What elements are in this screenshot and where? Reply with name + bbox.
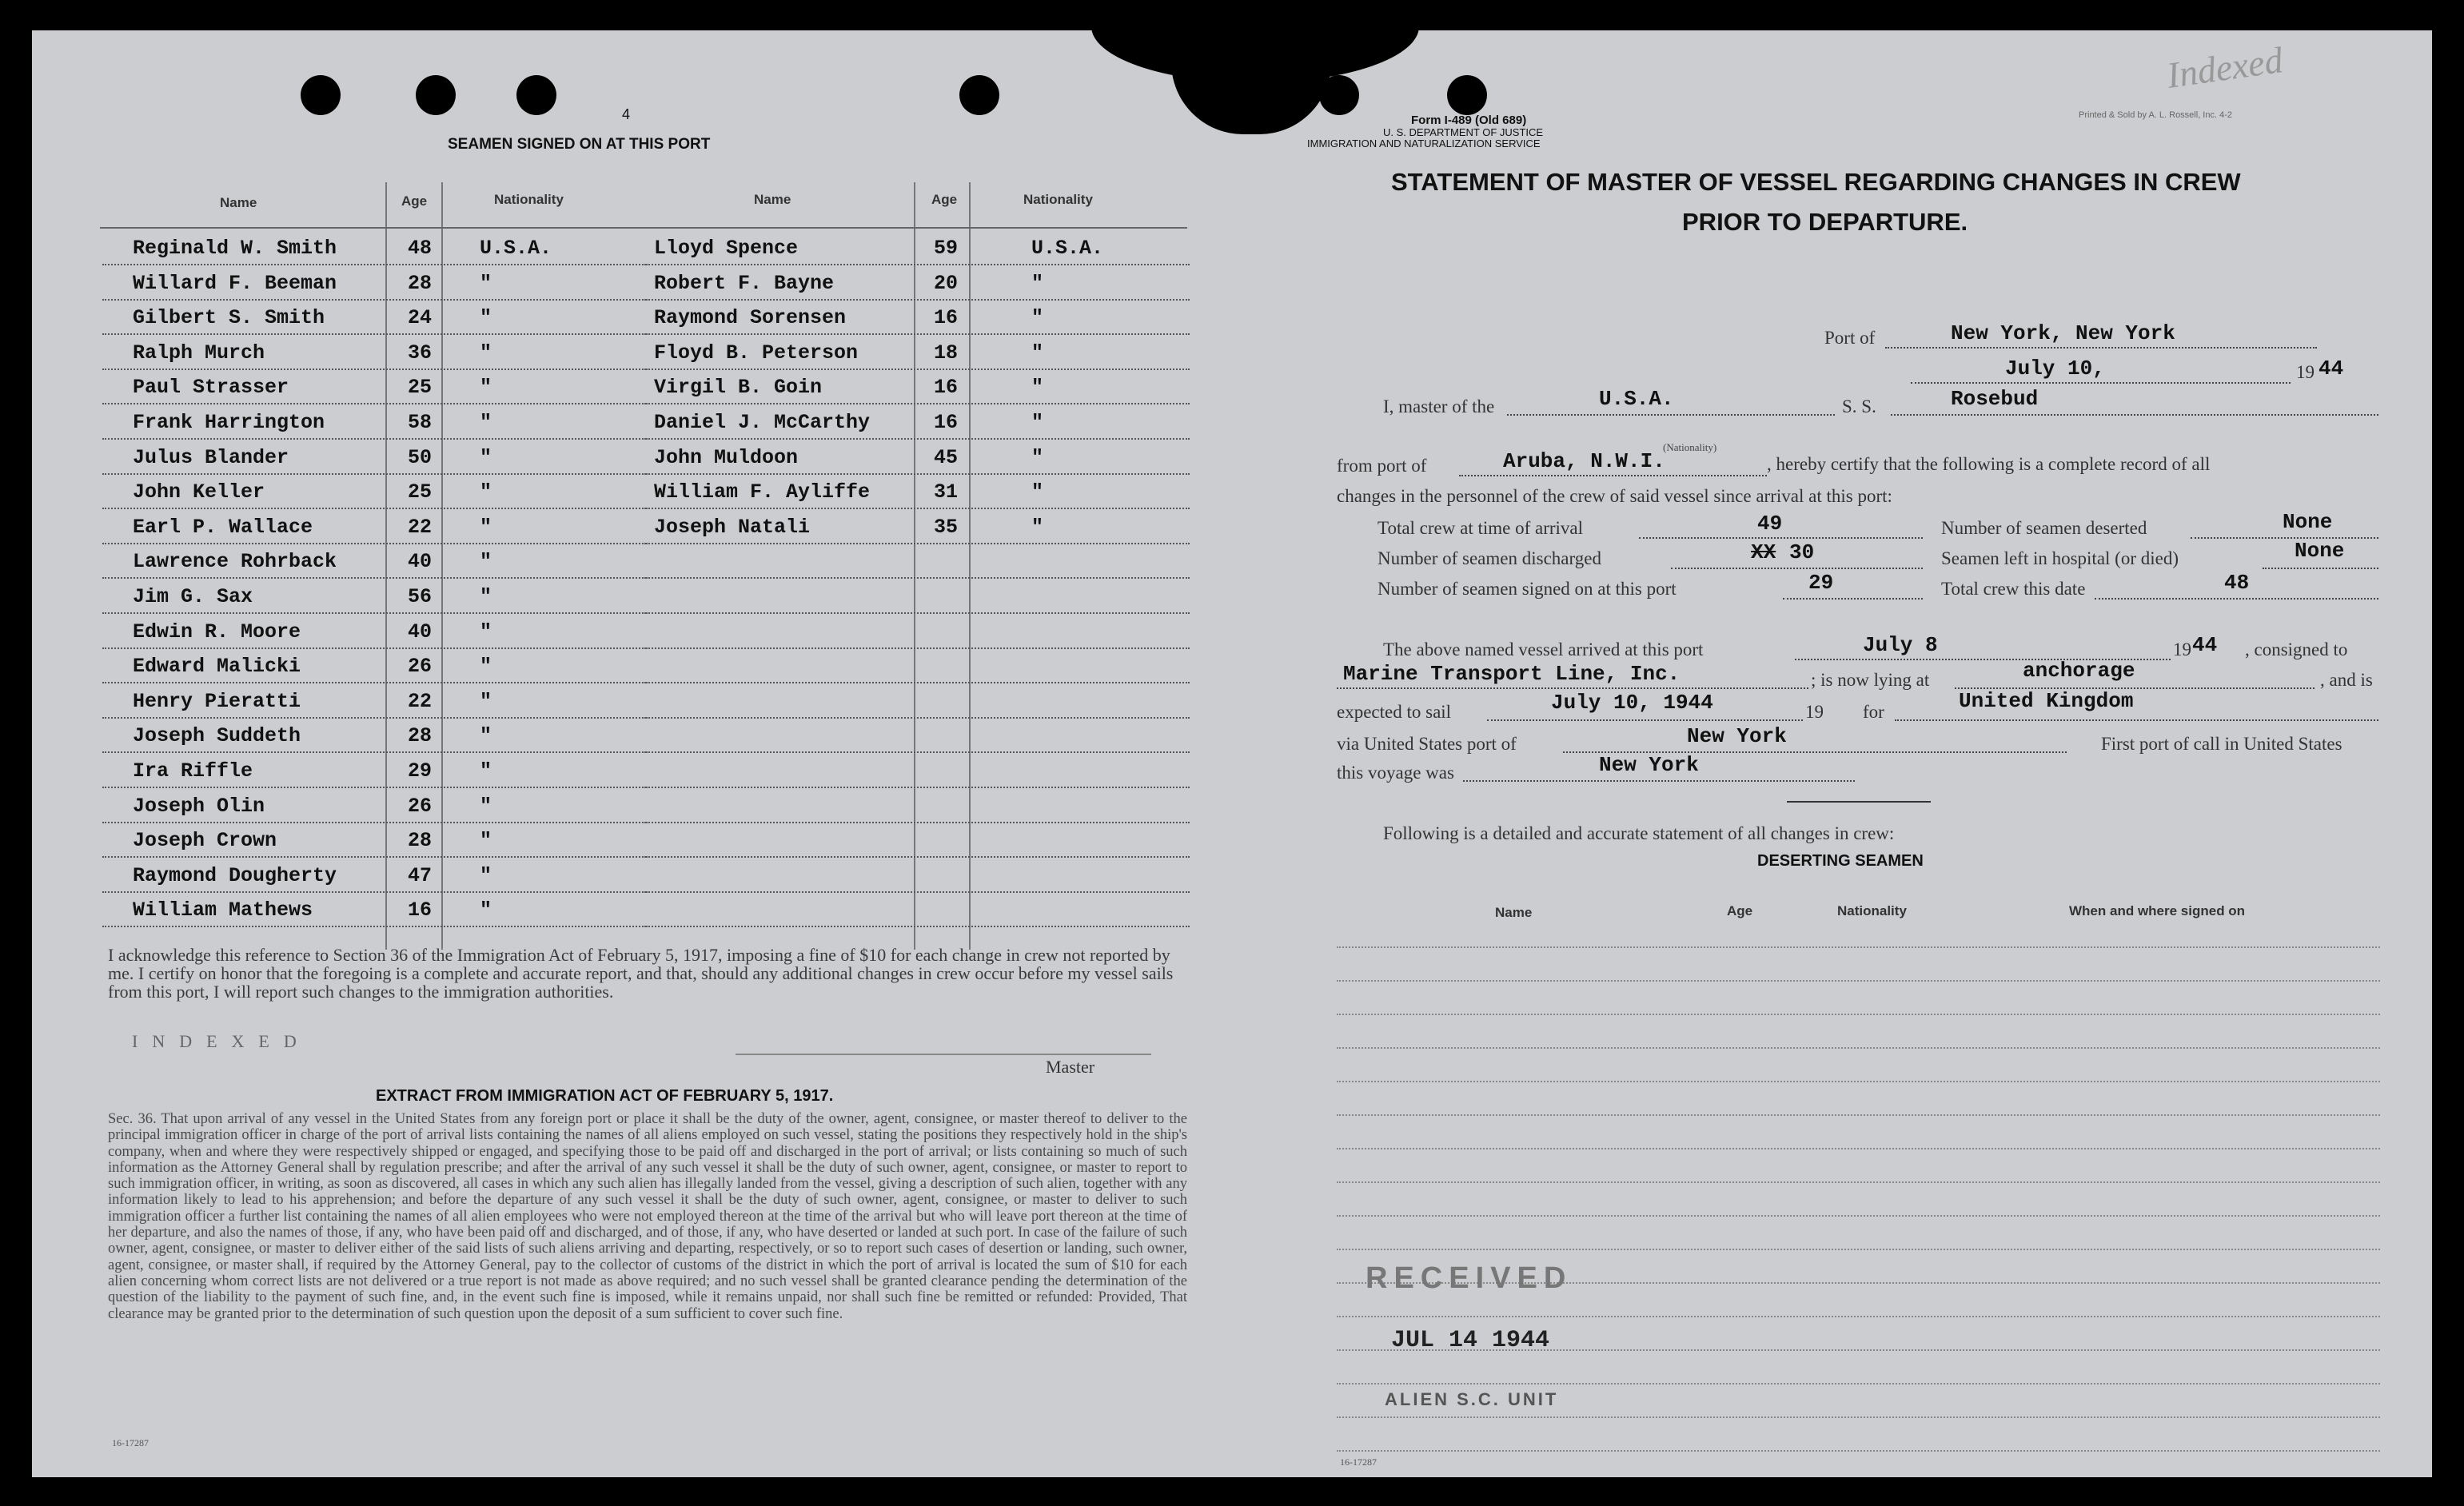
arrived-label: The above named vessel arrived at this port: [1383, 639, 1704, 659]
deserting-row-line: [1337, 1383, 2380, 1384]
punch-hole: [1447, 75, 1487, 115]
section-divider: [1787, 801, 1931, 803]
port-value: New York, New York: [1951, 321, 2175, 345]
seaman-name: Robert F. Bayne: [654, 271, 835, 295]
row-line: [646, 543, 1190, 544]
seaman-nationality: ": [1031, 411, 1044, 434]
seaman-nationality: ": [1031, 306, 1044, 330]
seaman-nationality: U.S.A.: [480, 237, 552, 260]
seaman-name: Gilbert S. Smith: [133, 306, 325, 330]
extract-text: Sec. 36. That upon arrival of any vessel in the United States from any foreign port or place it shall be the duty of the owner, agent, consignee, or master thereof to deliver to the principal immigration officer in charge of the port of arrival lists containing the names of all aliens employed on such vessel, stating the positions they respectively hold in the ship's company, when and where they were respectively shipped or engaged, and specifying those to be paid off and discharged in the port of arrival; or lists containing so much of such information as the Attorney General shall by regulation prescribe; and after the arrival of any such vessel it shall be the duty of such owner, agent, consignee, or master to report to such immigration officer, in writing, as soon as discovered, all cases in which any such alien has illegally landed from the vessel, giving a description of such alien, together with any information likely to lead to his apprehension; and before the departure of any such vessel it shall be the duty of such owner, agent, consignee, or master to deliver to such immigration officer a further list containing the names of all alien employees who were not employed thereon at the time of the arrival but who will leave port thereon at the time of her departure, and also the names of those, if any, who have been paid off and discharged, and of those, if any, who have deserted or landed at such port. In case of the failure of such owner, agent, consignee, or master to deliver either of the said lists of such aliens arriving and departing, respectively, or so to report such cases of desertion or landing, such owner, agent, consignee, or master shall, if required by the Attorney General, pay to the collector of customs of the district in which the port of arrival is located the sum of $10 for each alien concerning whom correct lists are not delivered or a true report is not made as above required; and no such vessel shall be granted clearance pending the determination of the question of the liability to the payment of such fine, and, in the event such fine is imposed, while it remains unpaid, nor shall such fine be remitted or refunded: Provided, That clearance may be granted prior to the determination of such question upon the deposit of a sum sufficient to cover such fine.: [108, 1111, 1187, 1322]
row-line: [102, 822, 646, 823]
signed-on-value: 29: [1808, 571, 1834, 595]
seaman-age: 25: [408, 376, 433, 400]
row-line: [102, 543, 646, 544]
seaman-nationality: U.S.A.: [1031, 237, 1104, 260]
year-value: 44: [2318, 357, 2344, 380]
deserting-col-age: Age: [1727, 903, 1753, 918]
row-line: [646, 508, 1190, 509]
total-crew-date-label: Total crew this date: [1941, 579, 2086, 599]
row-line: [646, 473, 1190, 475]
destination-value: United Kingdom: [1959, 689, 2134, 713]
seaman-age: 48: [408, 237, 433, 260]
seaman-age: 35: [934, 515, 959, 539]
nationality-line: [1507, 414, 1835, 416]
seaman-nationality: ": [1031, 271, 1044, 295]
row-line: [102, 299, 646, 301]
seaman-age: 36: [408, 341, 433, 365]
seaman-age: 24: [408, 306, 433, 330]
total-crew-arrival-label: Total crew at time of arrival: [1378, 518, 1584, 538]
handwritten-indexed: Indexed: [2164, 39, 2286, 96]
column-header-name: Name: [220, 195, 257, 210]
seaman-nationality: ": [480, 306, 492, 330]
deserting-row-line: [1337, 1215, 2380, 1217]
seaman-name: Edwin R. Moore: [133, 620, 301, 643]
document-sheet: [32, 30, 2432, 1477]
seaman-name: Joseph Crown: [133, 829, 277, 853]
total-crew-arrival-value: 49: [1757, 512, 1783, 536]
lying-label: ; is now lying at: [1811, 670, 1930, 690]
seaman-nationality: ": [1031, 515, 1044, 539]
row-line: [102, 438, 646, 440]
seaman-nationality: ": [480, 376, 492, 400]
seaman-age: 20: [934, 271, 959, 295]
row-line: [102, 682, 646, 683]
seaman-age: 22: [408, 515, 433, 539]
seaman-age: 28: [408, 829, 433, 853]
empty-row-line: [646, 856, 1190, 858]
seaman-age: 31: [934, 480, 959, 504]
punch-hole: [516, 75, 556, 115]
deserting-row-line: [1337, 1047, 2380, 1049]
arrived-year-value: 44: [2192, 633, 2218, 657]
form-code-left: 16-17287: [112, 1437, 149, 1448]
header-rule: [100, 227, 1187, 229]
seaman-nationality: ": [480, 829, 492, 853]
seaman-name: Earl P. Wallace: [133, 515, 313, 539]
row-line: [102, 612, 646, 614]
seaman-nationality: ": [480, 271, 492, 295]
signed-on-line: [1783, 598, 1923, 600]
binding-notch: [1171, 62, 1331, 134]
column-header-age: Age: [401, 193, 428, 209]
seaman-name: Edward Malicki: [133, 655, 301, 679]
seaman-age: 25: [408, 480, 433, 504]
seaman-age: 16: [408, 898, 433, 922]
empty-row-line: [646, 751, 1190, 753]
row-line: [646, 299, 1190, 301]
arrived-year-prefix: 19: [2173, 639, 2191, 659]
seaman-age: 29: [408, 759, 433, 783]
seamen-deserted-line: [2191, 537, 2378, 539]
seaman-nationality: ": [480, 898, 492, 922]
empty-row-line: [646, 717, 1190, 719]
row-line: [102, 891, 646, 893]
statement-title-line2: PRIOR TO DEPARTURE.: [1682, 208, 1968, 236]
seaman-name: Floyd B. Peterson: [654, 341, 859, 365]
seaman-nationality: ": [480, 480, 492, 504]
received-stamp: RECEIVED: [1366, 1261, 1573, 1295]
seaman-nationality: ": [480, 689, 492, 713]
seaman-age: 18: [934, 341, 959, 365]
seaman-name: Ira Riffle: [133, 759, 253, 783]
certify-text: , hereby certify that the following is a complete record of all: [1767, 454, 2211, 474]
row-line: [646, 438, 1190, 440]
row-line: [646, 264, 1190, 265]
acknowledgement-text: I acknowledge this reference to Section 36 of the Immigration Act of February 5, 1917, imposing a fine of $10 for each change in crew not reported by me. I certify on honor that the foregoing is a complete and accurate report, and that, should any additional changes in crew occur before my vessel sails from this port, I will report such changes to the immigration authorities.: [108, 945, 1174, 1002]
seaman-name: Raymond Sorensen: [654, 306, 847, 330]
row-line: [102, 787, 646, 788]
left-page-title: SEAMEN SIGNED ON AT THIS PORT: [448, 136, 711, 153]
seaman-nationality: ": [480, 341, 492, 365]
master-of-label: I, master of the: [1383, 396, 1495, 416]
deserting-row-line: [1337, 1014, 2380, 1015]
empty-row-line: [646, 612, 1190, 614]
changes-text: changes in the personnel of the crew of said vessel since arrival at this port:: [1337, 486, 1892, 506]
seaman-name: John Keller: [133, 480, 265, 504]
arrived-value: July 8: [1863, 633, 1938, 657]
consigned-label: , consigned to: [2245, 639, 2348, 659]
from-port-label: from port of: [1337, 456, 1427, 476]
seaman-age: 16: [934, 376, 959, 400]
deserting-row-line: [1337, 1450, 2380, 1452]
seamen-discharged-line: [1671, 568, 1923, 569]
seaman-name: Lloyd Spence: [654, 237, 799, 260]
seaman-nationality: ": [480, 445, 492, 469]
seaman-nationality: ": [480, 620, 492, 643]
deserting-row-line: [1337, 1316, 2380, 1317]
deserting-col-when-where: When and where signed on: [2069, 903, 2246, 918]
expected-line: [1487, 719, 1803, 721]
empty-row-line: [646, 891, 1190, 893]
row-line: [646, 369, 1190, 370]
seaman-name: Julus Blander: [133, 445, 289, 469]
column-header-age-2: Age: [931, 192, 958, 207]
seaman-age: 58: [408, 411, 433, 434]
deserting-title: DESERTING SEAMEN: [1757, 852, 1924, 870]
column-header-nationality-2: Nationality: [1023, 192, 1093, 207]
seamen-discharged-strike: XX: [1751, 540, 1776, 564]
seaman-nationality: ": [480, 515, 492, 539]
column-header-nationality: Nationality: [494, 192, 564, 207]
seaman-age: 45: [934, 445, 959, 469]
year-prefix: 19: [2296, 362, 2314, 382]
empty-row-line: [646, 926, 1190, 927]
port-label: Port of: [1824, 328, 1876, 348]
signed-on-label: Number of seamen signed on at this port: [1378, 579, 1677, 599]
expected-value: July 10, 1944: [1551, 691, 1713, 715]
ss-label: S. S.: [1842, 396, 1876, 416]
received-unit: ALIEN S.C. UNIT: [1385, 1389, 1559, 1409]
row-line: [102, 926, 646, 927]
seaman-nationality: ": [480, 411, 492, 434]
seaman-name: Henry Pieratti: [133, 689, 301, 713]
lying-value: anchorage: [2023, 659, 2135, 683]
seaman-name: Daniel J. McCarthy: [654, 411, 871, 434]
row-line: [102, 751, 646, 753]
master-signature-label: Master: [1046, 1057, 1095, 1077]
punch-hole: [416, 75, 456, 115]
seaman-name: William Mathews: [133, 898, 313, 922]
deserting-col-nationality: Nationality: [1837, 903, 1907, 918]
row-line: [102, 333, 646, 335]
first-port-line: [1463, 780, 1855, 782]
page-number: 4: [622, 106, 631, 122]
empty-row-line: [646, 787, 1190, 788]
destination-line: [1895, 719, 2378, 721]
date-line: [1911, 382, 2291, 384]
row-line: [102, 473, 646, 475]
seaman-age: 26: [408, 794, 433, 818]
seaman-name: William F. Ayliffe: [654, 480, 871, 504]
seaman-age: 56: [408, 585, 433, 608]
empty-row-line: [646, 647, 1190, 649]
seaman-age: 26: [408, 655, 433, 679]
deserting-col-name: Name: [1495, 905, 1533, 920]
empty-row-line: [646, 822, 1190, 823]
seaman-age: 22: [408, 689, 433, 713]
seaman-nationality: ": [1031, 341, 1044, 365]
deserting-row-line: [1337, 1181, 2380, 1183]
seaman-age: 47: [408, 863, 433, 887]
seaman-age: 40: [408, 620, 433, 643]
deserting-row-line: [1337, 946, 2380, 948]
row-line: [102, 264, 646, 265]
seaman-name: Willard F. Beeman: [133, 271, 337, 295]
indexed-stamp: INDEXED: [132, 1031, 311, 1051]
port-line: [1885, 347, 2317, 349]
seamen-deserted-label: Number of seamen deserted: [1941, 518, 2147, 538]
deserting-row-line: [1337, 1416, 2380, 1418]
left-hospital-label: Seamen left in hospital (or died): [1941, 548, 2179, 568]
seaman-name: Raymond Dougherty: [133, 863, 337, 887]
seaman-age: 16: [934, 306, 959, 330]
lying-suffix: , and is: [2320, 670, 2373, 690]
seaman-name: Lawrence Rohrback: [133, 550, 337, 574]
deserting-row-line: [1337, 1114, 2380, 1116]
left-hospital-line: [2263, 568, 2378, 569]
empty-row-line: [646, 682, 1190, 683]
from-port-value: Aruba, N.W.I.: [1503, 449, 1665, 473]
seaman-nationality: ": [480, 550, 492, 574]
seaman-age: 59: [934, 237, 959, 260]
row-line: [102, 647, 646, 649]
seaman-nationality: ": [1031, 480, 1044, 504]
row-line: [102, 369, 646, 370]
seaman-name: Joseph Olin: [133, 794, 265, 818]
seaman-name: Joseph Suddeth: [133, 724, 301, 748]
seaman-name: John Muldoon: [654, 445, 799, 469]
printer-note: Printed & Sold by A. L. Rossell, Inc. 4-2: [2079, 110, 2232, 120]
statement-title-line1: STATEMENT OF MASTER OF VESSEL REGARDING CHANGES IN CREW: [1391, 168, 2241, 196]
total-crew-date-line: [2095, 598, 2378, 600]
form-code-right: 16-17287: [1340, 1456, 1377, 1468]
left-hospital-value: None: [2295, 539, 2345, 563]
vessel-value: Rosebud: [1951, 387, 2039, 411]
row-line: [646, 403, 1190, 404]
empty-row-line: [646, 577, 1190, 579]
via-label: via United States port of: [1337, 734, 1517, 754]
for-label: for: [1863, 702, 1884, 722]
expected-label: expected to sail: [1337, 702, 1452, 722]
date-value: July 10,: [2005, 357, 2105, 380]
seaman-name: Ralph Murch: [133, 341, 265, 365]
punch-hole: [959, 75, 999, 115]
seaman-nationality: ": [480, 724, 492, 748]
seaman-age: 40: [408, 550, 433, 574]
column-header-name-2: Name: [754, 192, 791, 207]
seaman-name: Frank Harrington: [133, 411, 325, 434]
seamen-discharged-value: 30: [1789, 540, 1815, 564]
consignee-line: [1337, 687, 1808, 689]
first-port-value: New York: [1599, 753, 1699, 777]
via-value: New York: [1687, 724, 1787, 748]
seaman-name: Reginald W. Smith: [133, 237, 337, 260]
row-line: [102, 717, 646, 719]
column-rule: [914, 182, 915, 950]
nationality-caption: (Nationality): [1663, 441, 1717, 453]
seaman-age: 28: [408, 724, 433, 748]
vessel-line: [1891, 414, 2378, 416]
seaman-nationality: ": [480, 759, 492, 783]
deserting-row-line: [1337, 1081, 2380, 1082]
seaman-nationality: ": [480, 863, 492, 887]
service-name: IMMIGRATION AND NATURALIZATION SERVICE: [1307, 137, 1541, 149]
punch-hole: [301, 75, 341, 115]
department-name: U. S. DEPARTMENT OF JUSTICE: [1383, 126, 1544, 138]
seaman-age: 28: [408, 271, 433, 295]
deserting-row-line: [1337, 1148, 2380, 1149]
row-line: [102, 508, 646, 509]
total-crew-date-value: 48: [2224, 571, 2250, 595]
this-voyage-label: this voyage was: [1337, 763, 1454, 783]
expected-year-prefix: 19: [1805, 702, 1824, 722]
seaman-name: Joseph Natali: [654, 515, 811, 539]
total-crew-arrival-line: [1639, 537, 1923, 539]
seaman-nationality: ": [480, 655, 492, 679]
consignee-value: Marine Transport Line, Inc.: [1343, 662, 1681, 686]
seaman-name: Virgil B. Goin: [654, 376, 823, 400]
master-signature-line: [736, 1054, 1151, 1055]
seaman-nationality: ": [480, 585, 492, 608]
row-line: [646, 333, 1190, 335]
extract-title: EXTRACT FROM IMMIGRATION ACT OF FEBRUARY 5, 1917.: [376, 1087, 834, 1105]
seaman-nationality: ": [1031, 445, 1044, 469]
row-line: [102, 403, 646, 404]
seaman-name: Jim G. Sax: [133, 585, 253, 608]
seamen-deserted-value: None: [2283, 510, 2333, 534]
first-port-label: First port of call in United States: [2101, 734, 2342, 754]
from-port-line: [1459, 475, 1767, 476]
row-line: [102, 577, 646, 579]
seaman-age: 16: [934, 411, 959, 434]
seaman-nationality: ": [480, 794, 492, 818]
deserting-row-line: [1337, 980, 2380, 982]
deserting-row-line: [1337, 1249, 2380, 1250]
seaman-name: Paul Strasser: [133, 376, 289, 400]
column-rule: [385, 182, 387, 950]
form-number: Form I-489 (Old 689): [1411, 114, 1527, 127]
column-rule: [969, 182, 971, 950]
received-date: JUL 14 1944: [1391, 1327, 1550, 1354]
seaman-nationality: ": [1031, 376, 1044, 400]
seaman-age: 50: [408, 445, 433, 469]
row-line: [102, 856, 646, 858]
following-text: Following is a detailed and accurate statement of all changes in crew:: [1383, 823, 1895, 843]
nationality-value: U.S.A.: [1599, 387, 1674, 411]
seamen-discharged-label: Number of seamen discharged: [1378, 548, 1601, 568]
column-rule: [441, 182, 443, 950]
